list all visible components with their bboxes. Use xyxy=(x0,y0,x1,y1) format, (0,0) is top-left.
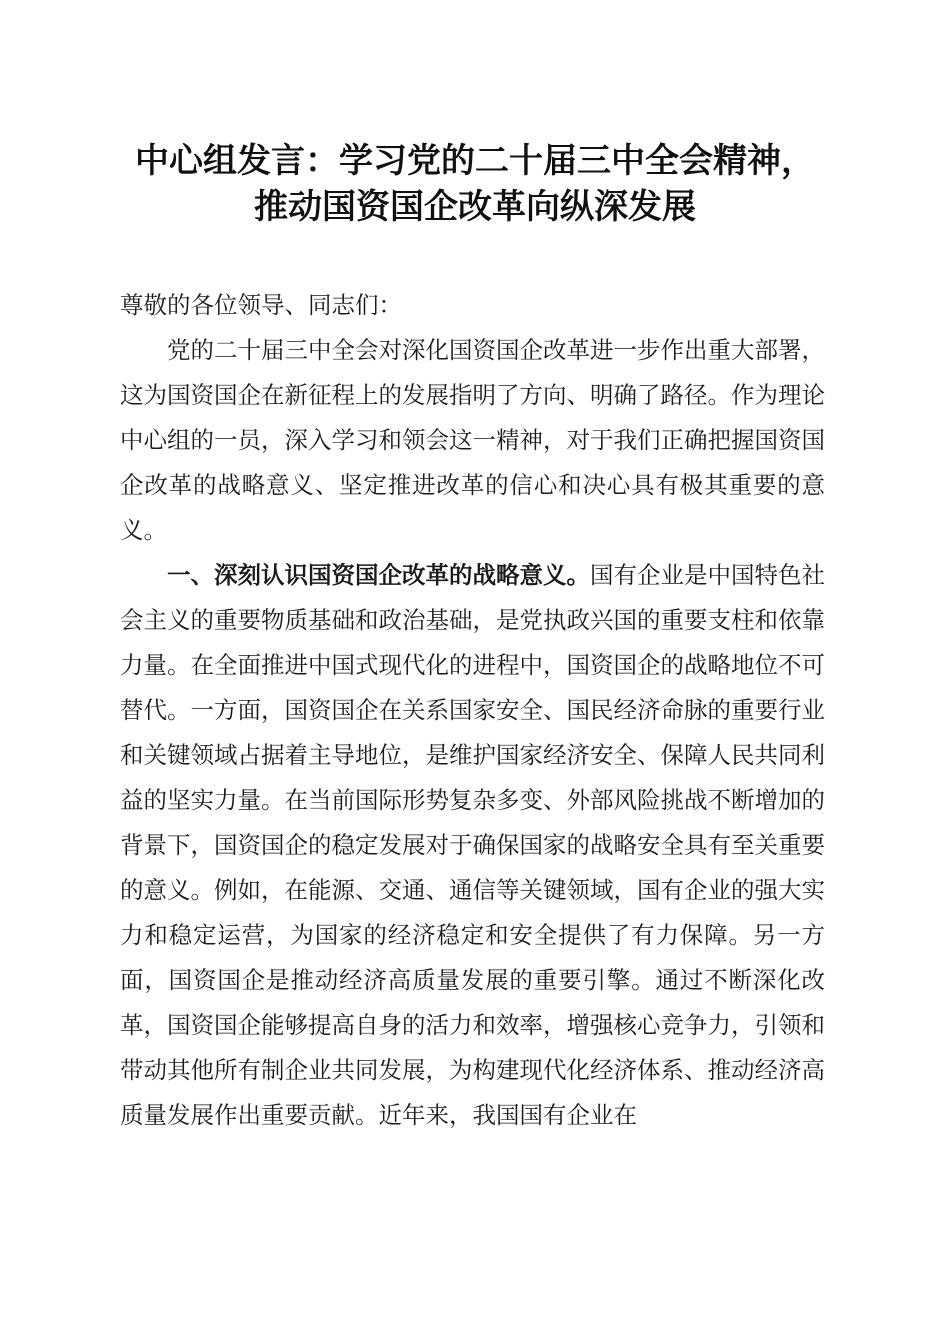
section-1-heading: 一、深刻认识国资国企改革的战略意义。 xyxy=(167,561,590,589)
document-body xyxy=(120,283,825,1138)
document-title-line-2: 推动国资国企改革向纵深发展 xyxy=(254,187,696,227)
document-title-line-1: 中心组发言：学习党的二十届三中全会精神， xyxy=(135,141,815,181)
salutation: 尊敬的各位领导、同志们： xyxy=(120,291,402,319)
section-1-text: 国有企业是中国特色社会主义的重要物质基础和政治基础，是党执政兴国的重要支柱和依靠力量。在全面推进中国式现代化的进程中，国资国企的战略地位不可替代。一方面，国资国企在关系国家安全、国民经济命脉的重要行业和关键领域占据着主导地位，是维护国家经济安全、保障人民共同利益的坚实力量。在当前国际形势复杂多变、外部风险挑战不断增加的背景下，国资国企的稳定发展对于确保国家的战略安全具有至关重要的意义。例如，在能源、交通、通信等关键领域，国有企业的强大实力和稳定运营，为国家的经济稳定和安全提供了有力保障。另一方面，国资国企是推动经济高质量发展的重要引擎。通过不断深化改革，国资国企能够提高自身的活力和效率，增强核心竞争力，引领和带动其他所有制企业共同发展，为构建现代化经济体系、推动经济高质量发展作出重要贡献。近年来，我国国有企业在 xyxy=(120,561,825,1129)
paragraph-section-1 xyxy=(120,553,825,1138)
paragraph-intro: 党的二十届三中全会对深化国资国企改革进一步作出重大部署，这为国资国企在新征程上的发展指明了方向、明确了路径。作为理论中心组的一员，深入学习和领会这一精神，对于我们正确把握国资国企改革的战略意义、坚定推进改革的信心和决心具有极其重要的意义。 xyxy=(120,336,825,544)
